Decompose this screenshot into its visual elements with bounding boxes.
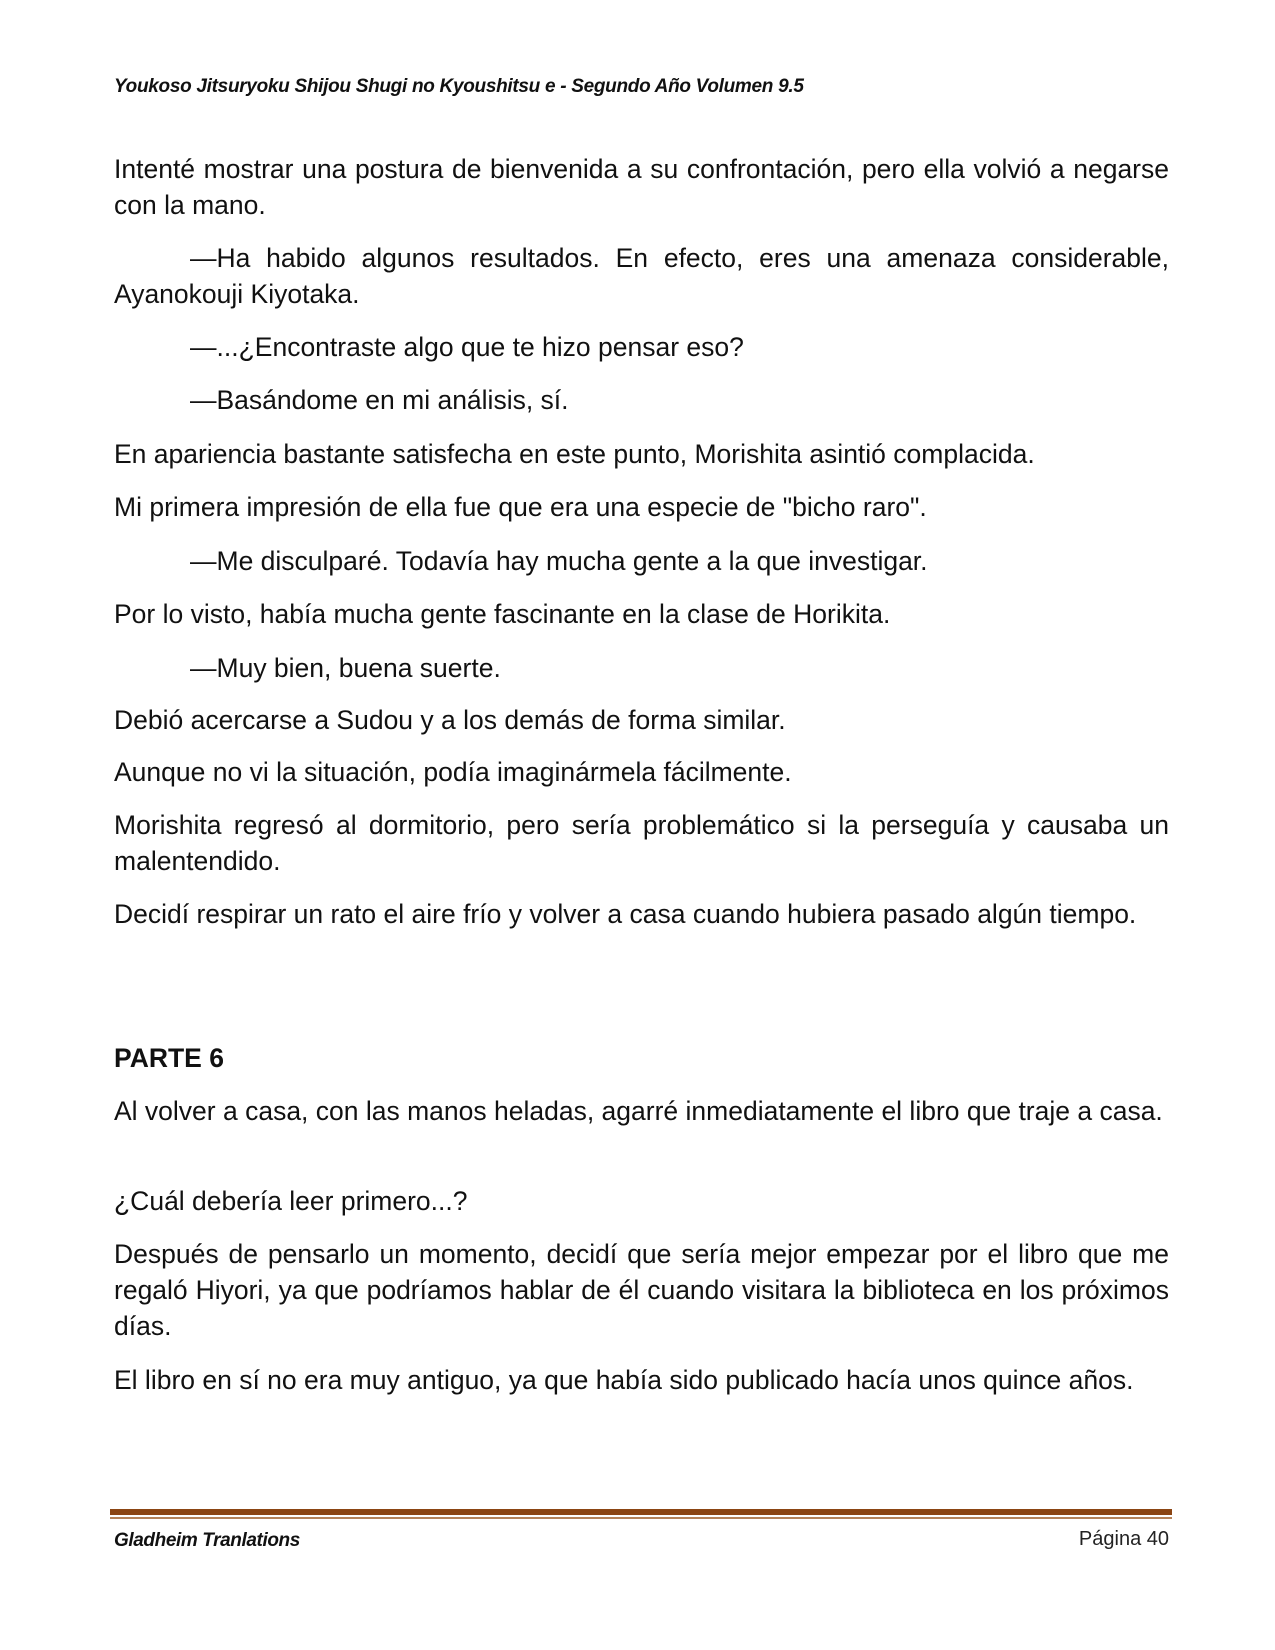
dialogue-paragraph: —Basándome en mi análisis, sí. xyxy=(190,385,569,415)
footer-rule xyxy=(110,1509,1172,1519)
paragraph: Decidí respirar un rato el aire frío y volver a casa cuando hubiera pasado algún tiempo. xyxy=(114,899,1137,929)
page-number: Página 40 xyxy=(1078,1528,1169,1550)
dialogue-paragraph: —...¿Encontraste algo que te hizo pensar eso? xyxy=(190,332,744,362)
dialogue-paragraph: —Ha habido algunos resultados. En efecto, eres una amenaza considerable, Ayanokouji Kiyotaka. xyxy=(114,243,1169,309)
paragraph: Morishita regresó al dormitorio, pero sería problemático si la perseguía y causaba un malentendido. xyxy=(114,810,1169,876)
paragraph: ¿Cuál debería leer primero...? xyxy=(114,1186,468,1216)
dialogue-paragraph: —Muy bien, buena suerte. xyxy=(190,653,501,683)
running-header: Youkoso Jitsuryoku Shijou Shugi no Kyoushitsu e - Segundo Año Volumen 9.5 xyxy=(114,76,804,97)
footer-credit: Gladheim Tranlations xyxy=(114,1530,300,1551)
paragraph: Al volver a casa, con las manos heladas, agarré inmediatamente el libro que traje a casa. xyxy=(114,1096,1163,1126)
paragraph: Aunque no vi la situación, podía imaginármela fácilmente. xyxy=(114,757,792,787)
paragraph: El libro en sí no era muy antiguo, ya que había sido publicado hacía unos quince años. xyxy=(114,1365,1134,1395)
paragraph: Intenté mostrar una postura de bienvenida a su confrontación, pero ella volvió a negarse con la mano. xyxy=(114,154,1169,220)
paragraph: Por lo visto, había mucha gente fascinante en la clase de Horikita. xyxy=(114,599,891,629)
paragraph: Después de pensarlo un momento, decidí que sería mejor empezar por el libro que me regaló Hiyori, ya que podríamos hablar de él cuando visitara la biblioteca en los próximos días. xyxy=(114,1239,1169,1341)
dialogue-paragraph: —Me disculparé. Todavía hay mucha gente a la que investigar. xyxy=(190,546,928,576)
section-heading: PARTE 6 xyxy=(114,1043,224,1073)
paragraph: Mi primera impresión de ella fue que era una especie de "bicho raro". xyxy=(114,492,927,522)
paragraph: Debió acercarse a Sudou y a los demás de forma similar. xyxy=(114,705,786,735)
paragraph: En apariencia bastante satisfecha en este punto, Morishita asintió complacida. xyxy=(114,439,1035,469)
